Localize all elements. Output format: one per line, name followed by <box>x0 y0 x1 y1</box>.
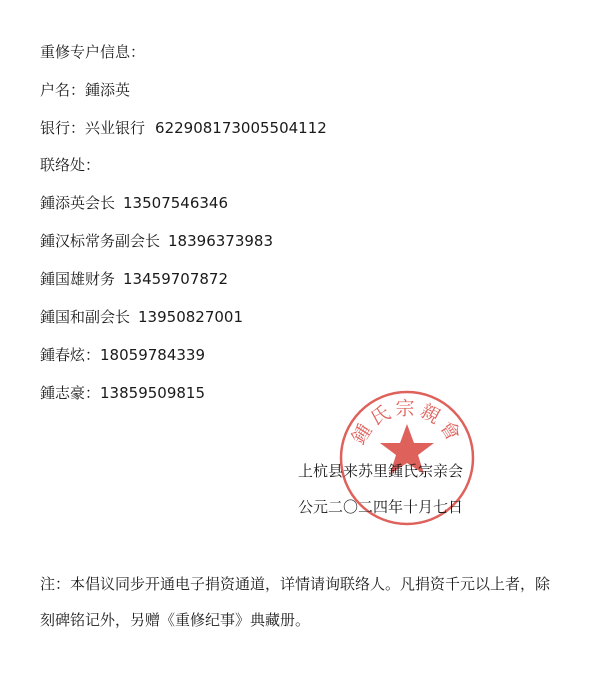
contact-phone: 13507546346 <box>123 194 228 212</box>
signature-date: 公元二〇二四年十月七日 <box>298 498 464 516</box>
contact-phone: 13459707872 <box>123 270 228 288</box>
account-name-row <box>40 80 130 100</box>
contact-phone: 13950827001 <box>138 308 243 326</box>
info-title: 重修专户信息： <box>40 43 146 61</box>
contact-phone: 18396373983 <box>168 232 273 250</box>
contact-title: 联络处： <box>40 156 101 174</box>
contact-row <box>40 193 228 213</box>
account-name-value: 鍾添英 <box>85 81 131 99</box>
bank-row <box>40 118 327 138</box>
bank-account-number: 622908173005504112 <box>155 119 327 137</box>
seal-text: 鍾氏宗親會 <box>347 397 467 449</box>
contact-name: 鍾春炫： <box>40 346 101 364</box>
contact-row <box>40 269 228 289</box>
contact-row <box>40 231 273 251</box>
contact-row <box>40 345 205 365</box>
contact-name: 鍾志豪： <box>40 384 101 402</box>
contact-phone: 13859509815 <box>100 384 205 402</box>
bank-name: 兴业银行 <box>85 119 146 137</box>
contact-name: 鍾汉标常务副会长 <box>40 232 161 250</box>
account-name-label: 户名： <box>40 81 86 99</box>
contact-row <box>40 307 243 327</box>
signature-organization: 上杭县来苏里鍾氏宗亲会 <box>298 462 464 480</box>
footnote: 注：本倡议同步开通电子捐资通道，详情请询联络人。凡捐资千元以上者，除刻碑铭记外，另赠《重修纪事》典藏册。 <box>40 575 551 629</box>
contact-phone: 18059784339 <box>100 346 205 364</box>
bank-label: 银行： <box>40 119 86 137</box>
contact-name: 鍾国和副会长 <box>40 308 131 326</box>
contact-row <box>40 383 205 403</box>
contact-name: 鍾添英会长 <box>40 194 116 212</box>
contact-name: 鍾国雄财务 <box>40 270 116 288</box>
